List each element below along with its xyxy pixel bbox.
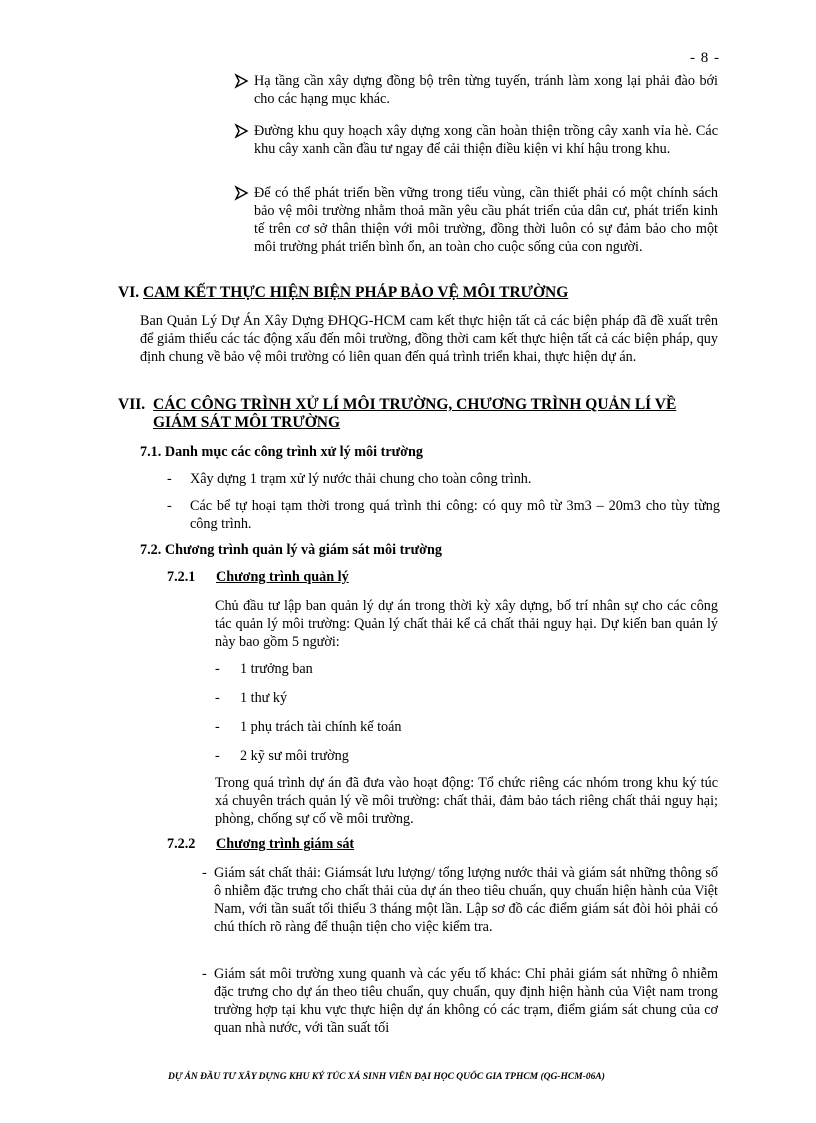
bullet-item xyxy=(234,122,718,158)
monitoring-item: Giám sát chất thải: Giámsát lưu lượng/ tổng lượng nước thải và giám sát những thông số ô nhiễm đặc trưng cho chất thải của dự án theo tiêu chuẩn, quy chuẩn hiện hành của Việt Nam, với tần suất tối thiểu 3 tháng một lần. Lập sơ đồ các điểm giám sát đòi hỏi phải có chú thích rõ ràng để thuận tiện cho việc kiểm tra. xyxy=(214,865,718,935)
section-7-2-1-intro: Chủ đầu tư lập ban quản lý dự án trong thời kỳ xây dựng, bố trí nhân sự cho các công tác quản lý môi trường: Quản lý chất thải kể cả chất thải nguy hại. Dự kiến ban quản lý này bao gồm 5 người: xyxy=(215,598,718,650)
arrow-bullet-icon xyxy=(234,72,250,90)
section-7-2-1-number: 7.2.1 xyxy=(167,569,196,585)
page-number: - 8 - xyxy=(690,50,720,66)
arrow-bullet-icon xyxy=(234,184,250,202)
section-vi-title: CAM KẾT THỰC HIỆN BIỆN PHÁP BẢO VỆ MÔI TRƯỜNG xyxy=(142,284,569,301)
member-item: 1 phụ trách tài chính kế toán xyxy=(240,719,402,735)
arrow-bullet-icon xyxy=(234,122,250,140)
section-vii-title-line2: GIÁM SÁT MÔI TRƯỜNG xyxy=(153,414,341,431)
section-vi-number: VI. xyxy=(118,284,140,301)
dash-marker: - xyxy=(167,498,172,514)
section-7-2-2-title: Chương trình giám sát xyxy=(216,836,355,852)
dash-marker: - xyxy=(202,865,207,881)
section-7-1-title: 7.1. Danh mục các công trình xử lý môi trường xyxy=(140,444,424,460)
section-vi-body: Ban Quản Lý Dự Án Xây Dựng ĐHQG-HCM cam kết thực hiện tất cả các biện pháp đã đề xuất trên để giảm thiểu các tác động xấu đến môi trường, đồng thời cam kết thực hiện tất cả các biện pháp, quy định chung về bảo vệ môi trường có liên quan đến quá trình triển khai, thực hiện dự án. xyxy=(140,313,718,365)
bullet-item xyxy=(234,184,718,256)
member-item: 1 thư ký xyxy=(240,690,288,706)
bullet-text: Đường khu quy hoạch xây dựng xong cần hoàn thiện trồng cây xanh vỉa hè. Các khu cây xanh cần đầu tư ngay để cải thiện điều kiện vi khí hậu trong khu. xyxy=(254,123,718,157)
section-vii-title xyxy=(153,396,723,432)
dash-marker: - xyxy=(215,661,220,677)
dash-marker: - xyxy=(215,690,220,706)
bullet-text: Để có thể phát triển bền vững trong tiểu vùng, cần thiết phải có một chính sách bảo vệ môi trường nhằm thoả mãn yêu cầu phát triển của dân cư, phát triển kinh tế trên cơ sở thân thiện với môi trường, đồng thời luôn có sự đảm bảo cho một môi trường phát triển bình ổn, an toàn cho cuộc sống của con người. xyxy=(254,185,718,255)
section-7-2-2-number: 7.2.2 xyxy=(167,836,196,852)
dash-marker: - xyxy=(167,471,172,487)
list-item: Xây dựng 1 trạm xử lý nước thải chung cho toàn công trình. xyxy=(190,471,532,487)
dash-marker: - xyxy=(215,719,220,735)
member-item: 2 kỹ sư môi trường xyxy=(240,748,349,764)
dash-marker: - xyxy=(215,748,220,764)
section-vi-heading xyxy=(118,284,568,302)
page-footer: DỰ ÁN ĐẦU TƯ XÂY DỰNG KHU KÝ TÚC XÁ SINH VIÊN ĐẠI HỌC QUỐC GIA TPHCM (QG-HCM-06A) xyxy=(168,1072,605,1082)
section-7-2-title: 7.2. Chương trình quản lý và giám sát môi trường xyxy=(140,542,442,558)
list-item: Các bể tự hoại tạm thời trong quá trình thi công: có quy mô từ 3m3 – 20m3 cho tùy từng công trình. xyxy=(190,498,720,532)
section-vii-number: VII. xyxy=(118,396,146,413)
section-vii-title-line1: CÁC CÔNG TRÌNH XỬ LÍ MÔI TRƯỜNG, CHƯƠNG TRÌNH QUẢN LÍ VỀ xyxy=(153,396,677,413)
section-7-2-1-outro: Trong quá trình dự án đã đưa vào hoạt động: Tổ chức riêng các nhóm trong khu ký túc xá chuyên trách quản lý về môi trường: chất thải, đảm bảo tách riêng chất thải nguy hại; phòng, chống sự cố về môi trường. xyxy=(215,775,718,827)
bullet-item xyxy=(234,72,718,108)
monitoring-item: Giám sát môi trường xung quanh và các yếu tố khác: Chỉ phải giám sát những ô nhiễm đặc trưng cho dự án theo tiêu chuẩn, quy chuẩn, quy định hiện hành của Việt nam trong trường hợp tại khu vực thực hiện dự án không có các trạm, điểm giám sát chung của cơ quan nhà nước, với tần suất tối xyxy=(214,966,718,1036)
bullet-text: Hạ tầng cần xây dựng đồng bộ trên từng tuyến, tránh làm xong lại phải đào bới cho các hạng mục khác. xyxy=(254,73,718,107)
member-item: 1 trưởng ban xyxy=(240,661,313,677)
section-7-2-1-title: Chương trình quản lý xyxy=(216,569,349,585)
dash-marker: - xyxy=(202,966,207,982)
